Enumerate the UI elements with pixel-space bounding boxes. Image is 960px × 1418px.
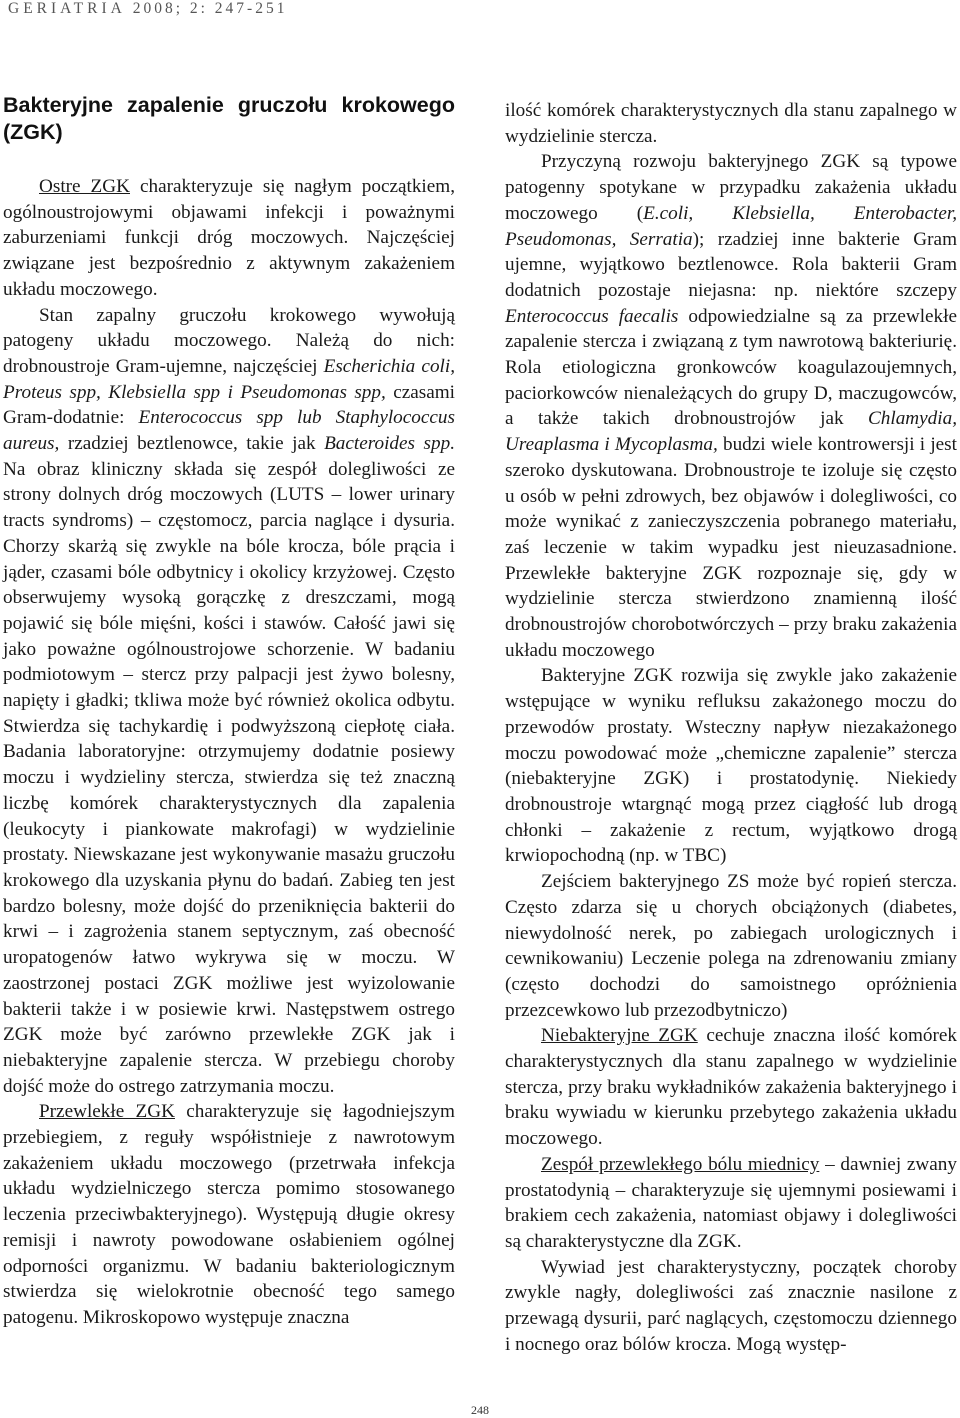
paragraph-text: Przyczyną rozwoju bakteryjnego ZGK są typowe patogenny spotykane w przypadku zakażenia układu moczowego ( <box>505 151 957 224</box>
species-names: Escherichia coli, Proteus spp, Klebsiella spp i Pseudomonas spp, <box>3 355 455 403</box>
paragraph-nonbacterial-zgk <box>505 1023 957 1152</box>
species-names: Enterococcus faecalis <box>505 305 679 327</box>
paragraph-acute-zgk <box>3 174 455 303</box>
paragraph-abscess: Zejściem bakteryjnego ZS może być ropień stercza. Często zdarza się u chorych obciążonych (diabetes, niewydolność nerek, po zabiegach urologicznych i cewnikowaniu) Leczenie polega na zdrenowaniu zmiany (często dochodzi do samoistnego opróżnienia przezcewkowo lub przezodbytniczo) <box>505 871 957 1021</box>
paragraph-chronic-zgk <box>3 1099 455 1330</box>
paragraph-history: Wywiad jest charakterystyczny, początek choroby zwykle nagły, dolegliwości zaś znacznie nasilone z przewagą dysurii, parć naglących, częstomoczu dziennego i nocnego oraz bólów krocza. Mogą występ- <box>505 1256 957 1355</box>
page-number: 248 <box>471 1403 489 1417</box>
paragraph-pelvic-pain <box>505 1152 957 1255</box>
paragraph-text: charakteryzuje się nagłym początkiem, ogólnoustrojowymi objawami infekcji i poważnymi zaburzeniami funkcji dróg moczowych. Najczęściej związane jest bezpośrednio z aktywnym zakażeniem układu moczowego. <box>3 176 455 300</box>
left-column <box>3 92 455 1331</box>
species-names: Bacteroides spp. <box>324 433 455 455</box>
paragraph-text: odpowiedzialne są za przewlekłe zapalenie stercza i związaną z tym nawrotową bakteriurię. Rola etiologiczna gronkowców koagulazoujemnych, paciorkowców nienależących do grupy D, maczugowców, a także takich drobnoustrojów jak <box>505 305 957 430</box>
paragraph-text: – dawniej zwany prostatodynią – charakteryzuje się ujemnymi posiewami i brakiem cech zakażenia, natomiast objawy i dolegliwości są charakterystyczne dla ZGK. <box>505 1153 957 1252</box>
paragraph-text: cechuje znaczna ilość komórek charakterystycznych dla stanu zapalnego w wydzielinie stercza, przy braku wykładników zakażenia bakteryjnego i braku wywiadu w kierunku przebytego zakażenia układu moczowego. <box>505 1025 957 1150</box>
right-column <box>505 98 957 1357</box>
journal-name: GERIATRIA <box>8 0 126 17</box>
term-chronic-zgk: Przewlekłe ZGK <box>39 1101 175 1123</box>
paragraph-text: budzi wiele kontrowersji i jest szeroko dyskutowana. Drobnoustroje te izoluje się często u osób w pełni zdrowych, bez objawów i dolegliwości, co może wynikać z zanieczyszczenia pobranego materiału, zaś leczenie w takim wypadku jest nieuzasadnione. Przewlekłe bakteryjne ZGK rozpoznaje się, gdy w wydzielinie stercza stwierdzono znamienną ilość drobnoustrojów chorobotwórczych – przy braku zakażenia układu moczowego <box>505 434 957 661</box>
paragraph-text: czasami Gram-dodatnie: <box>3 381 456 429</box>
paragraph-continued: ilość komórek charakterystycznych dla stanu zapalnego w wydzielinie stercza. <box>505 100 957 147</box>
term-acute-zgk: Ostre ZGK <box>39 176 130 197</box>
paragraph-pathogens <box>3 303 455 1100</box>
paragraph-text: rzadziej beztlenowce, takie jak <box>59 433 325 455</box>
term-pelvic-pain: Zespół przewlekłego bólu miednicy <box>541 1153 820 1175</box>
species-names: E.coli, Klebsiella, Enterobacter, Pseudomonas, Serratia <box>505 202 957 250</box>
paragraph-text: ); rzadziej inne bakterie Gram ujemne, wyjątkowo beztlenowce. Rola bakterii Gram dodatnich pozostaje niejasna: np. niektóre szczepy <box>505 228 957 301</box>
paragraph-text: Na obraz kliniczny składa się zespół dolegliwości ze strony dolnych dróg moczowych (LUTS – lower urinary tracts syndroms) – częstomocz, parcia naglące i dysuria. Chorzy skarżą się zwykle na bóle krocza, bóle prącia i jąder, czasami bóle odbytnicy i okolicy krzyżowej. Często obserwujemy wysoką gorączkę z dreszczami, mogą pojawić się bóle mięśni, kości i stawów. Całość jawi się jako poważne ogólnoustrojowe schorzenie. W badaniu podmiotowym – stercz przy palpacji jest żywo bolesny, napięty i gładki; tkliwa może być również okolica odbytu. Stwierdza się tachykardię i podwyższoną ciepłotę ciała. Badania laboratoryjne: otrzymujemy dodatnie posiewy moczu i wydzieliny stercza, stwierdza się też znaczną liczbę komórek charakterystycznych dla zapalenia (leukocyty i piankowate makrofagi) w wydzielinie prostaty. Niewskazane jest wykonywanie masażu gruczołu krokowego dla uzyskania płynu do badań. Zabieg ten jest bardzo bolesny, może dojść do przeniknięcia bakterii do krwi – i zagrożenia stanem septycznym, zaś obecność uropatogenów łatwo wykrywa się w moczu. W zaostrzonej postaci ZGK możliwe jest wyizolowanie bakterii także i w posiewie krwi. Następstwem ostrego ZGK może być zarówno przewlekłe ZGK jak i niebakteryjne zapalenie stercza. W przebiegu choroby dojść może do ostrego zatrzymania moczu. <box>3 458 455 1097</box>
paragraph-text: charakteryzuje się łagodniejszym przebiegiem, z reguły współistnieje z nawrotowym zakażeniem układu moczowego (przetrwała infekcja układu wydzielniczego stercza pomimo stosowanego leczenia przeciwbakteryjnego). Występują długie okresy remisji i nawroty powodowane osłabieniem ogólnej odporności organizmu. W badaniu bakteriologicznym stwierdza się wielokrotnie obecność tego samego patogenu. Mikroskopowo występuje znaczna <box>3 1101 455 1328</box>
running-header <box>8 0 287 18</box>
paragraph-causes <box>505 149 957 663</box>
paragraph-text: Stan zapalny gruczołu krokowego wywołują patogeny układu moczowego. Należą do nich: drobnoustroje Gram-ujemne, najczęściej <box>3 304 455 377</box>
paragraph-ascending-infection: Bakteryjne ZGK rozwija się zwykle jako zakażenie wstępujące w wyniku refluksu zakażonego moczu do przewodów prostaty. Wsteczny napływ niezakażonego moczu powodować może „chemiczne zapalenie” stercza (niebakteryjne ZGK) i prostatodynię. Niekiedy drobnoustroje wtargnąć mogą przez ciągłość lub drogą chłonki – zakażenie z rectum, wyjątkowo drogą krwiopochodną (np. w TBC) <box>505 665 957 867</box>
species-names: Enterococcus spp lub Staphylococcus aureus, <box>3 407 455 455</box>
term-nonbacterial-zgk: Niebakteryjne ZGK <box>541 1025 698 1047</box>
citation: 2008; 2: 247-251 <box>132 0 288 17</box>
section-title: Bakteryjne zapalenie gruczołu krokowego (ZGK) <box>3 93 455 144</box>
species-names: Chlamydia, Ureaplasma i Mycoplasma, <box>505 408 957 456</box>
